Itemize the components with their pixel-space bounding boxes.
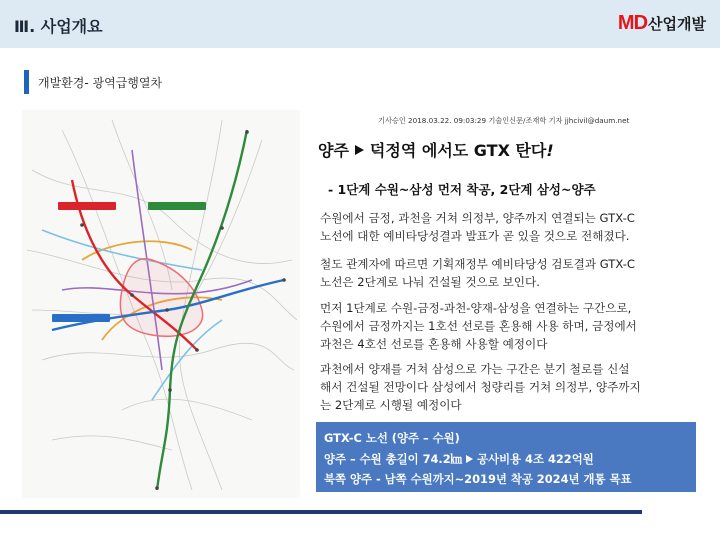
header-bar: [0, 0, 720, 48]
subway-network-map-icon: [22, 110, 300, 498]
logo-name: 산업개발: [648, 15, 706, 33]
headline-origin: 양주: [318, 141, 349, 160]
route-info-schedule: 북쪽 양주 - 남쪽 수원까지~2019년 착공 2024년 개통 목표: [324, 472, 632, 486]
route-info-title: GTX-C 노선 (양주 – 수원): [324, 431, 460, 445]
logo-mark: MD: [617, 12, 648, 34]
arrow-right-icon: [466, 455, 473, 463]
article-paragraph-1: 수원에서 금정, 과천을 거쳐 의정부, 양주까지 연결되는 GTX-C 노선에 대한 예비타당성결과 발표가 곧 있을 것으로 전해졌다.: [320, 211, 635, 243]
article-headline: [318, 138, 554, 161]
route-info-box: [316, 422, 696, 492]
section-title: Ⅲ. 사업개요: [14, 17, 103, 36]
article-paragraph-2: 철도 관계자에 따르면 기획재정부 예비타당성 검토결과 GTX-C 노선은 2단계로 나눠 건설될 것으로 보인다.: [320, 257, 635, 289]
article-paragraph-4: 과천에서 양재를 거쳐 삼성으로 가는 구간은 분기 철로를 신설 해서 건설될 전망이다 삼성에서 청량리를 거쳐 의정부, 양주까지 는 2단계로 시행될 예정이다: [320, 362, 641, 412]
article-subhead: - 1단계 수원~삼성 먼저 착공, 2단계 삼성~양주: [328, 182, 596, 197]
headline-destination: 덕정역 에서도 GTX 탄다: [369, 141, 547, 160]
article-byline: 기사승인 2018.03.22. 09:03:29 기술인신문/조재학 기자 jjhcivil@daum.net: [378, 116, 630, 125]
arrow-right-icon: [355, 145, 364, 155]
headline-exclamation: !: [546, 141, 554, 160]
route-info-length-cost: 양주 – 수원 총길이 74.2㎞ 공사비용 4조 422억원: [324, 452, 594, 466]
slide-subtitle: 개발환경- 광역급행열차: [38, 76, 163, 90]
subway-map-image: [22, 110, 300, 498]
footer-rule: [0, 510, 642, 514]
article-paragraph-3: 먼저 1단계로 수원-금정-과천-양재-삼성을 연결하는 구간으로, 수원에서 금정까지는 1호선 선로를 혼용해 사용 하며, 금정에서 과천은 4호선 선로를 혼용해 사용할 예정이다: [320, 301, 637, 351]
subtitle-accent-bar: [24, 70, 29, 94]
company-logo: [618, 12, 706, 35]
